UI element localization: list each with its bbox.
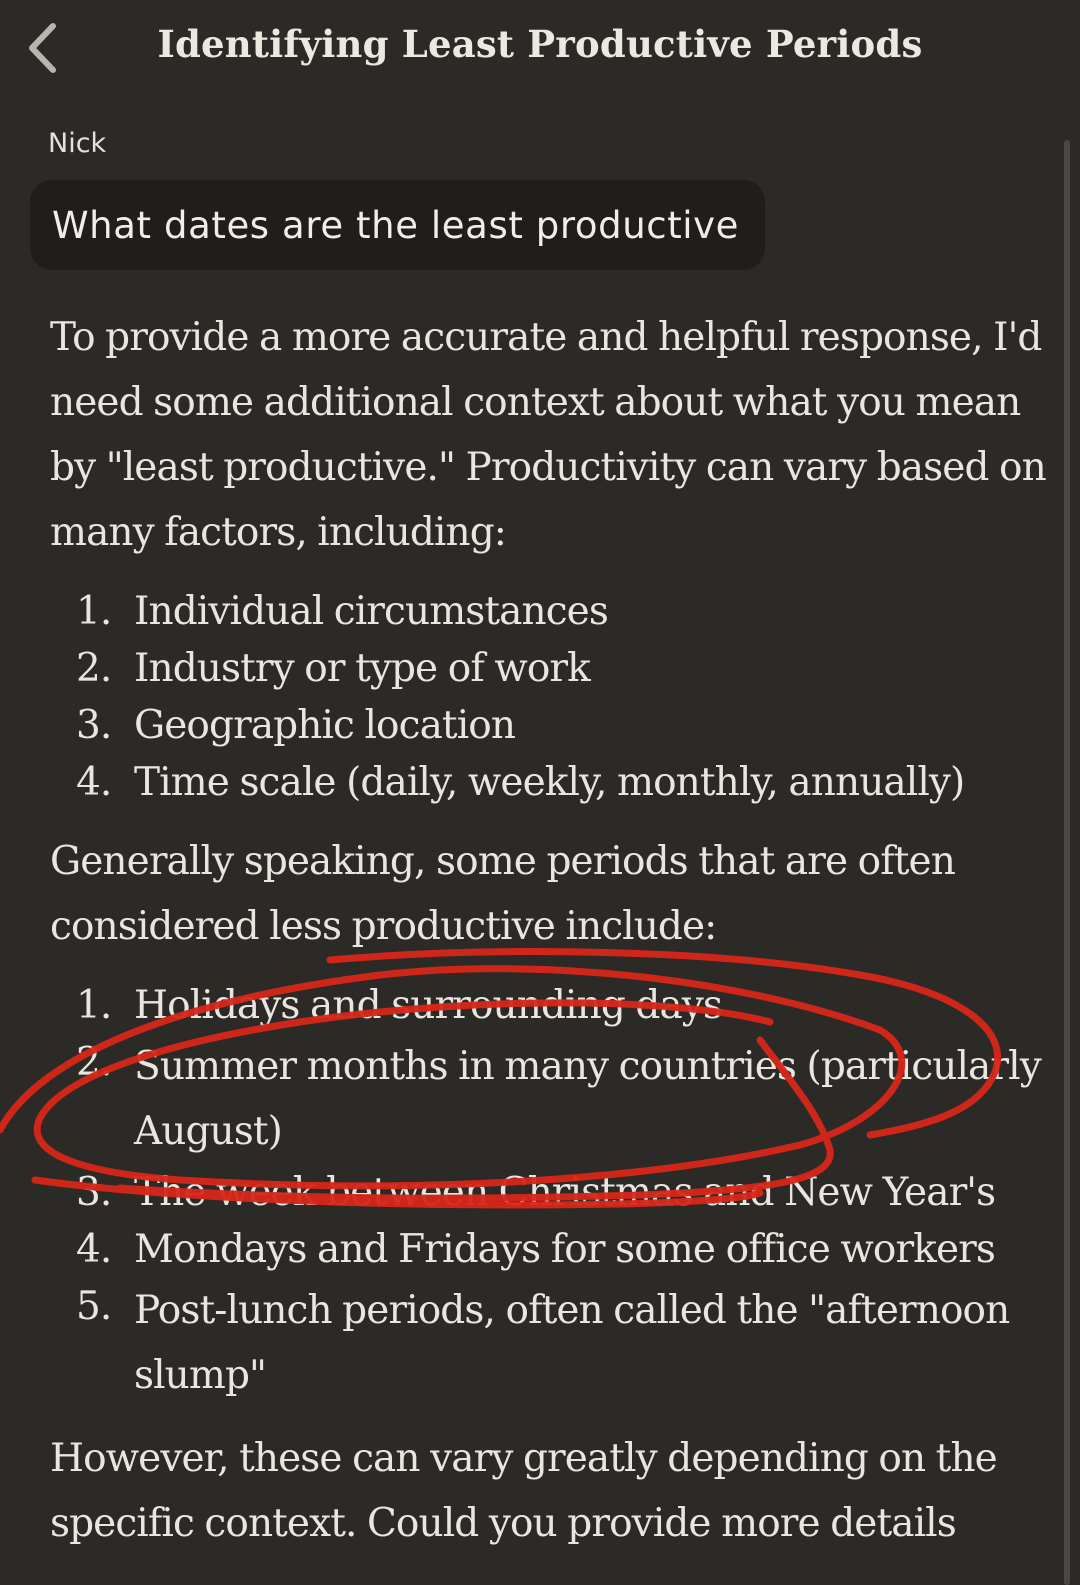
list-item-text: Geographic location: [134, 703, 516, 748]
list-item-text: Post-lunch periods, often called the "afternoon slump": [134, 1288, 1010, 1398]
list-number: 1.: [76, 589, 112, 634]
list-number: 3.: [76, 1170, 112, 1215]
list-item: [50, 1278, 1050, 1408]
scrollbar-thumb[interactable]: [1064, 140, 1070, 1585]
sender-name: Nick: [48, 128, 107, 159]
list-number: 2.: [76, 646, 112, 691]
list-number: 5.: [76, 1284, 112, 1329]
user-message-text: What dates are the least productive: [52, 203, 740, 247]
list-number: 3.: [76, 703, 112, 748]
list-number: 2.: [76, 1040, 112, 1085]
response-intro: To provide a more accurate and helpful response, I'd need some additional context about what you mean by "least productive." Productivity can vary based on many factors, including:: [50, 315, 1046, 555]
list-number: 1.: [76, 983, 112, 1028]
list-item-text: Holidays and surrounding days: [134, 983, 723, 1028]
list-item-text: Mondays and Fridays for some office workers: [134, 1227, 995, 1272]
assistant-response: [50, 305, 1050, 1556]
list-item-text: The week between Christmas and New Year's: [134, 1170, 996, 1215]
list-item-text: Industry or type of work: [134, 646, 590, 691]
list-item-text: Individual circumstances: [134, 589, 608, 634]
list-item: [50, 754, 1050, 811]
list-item-text: Time scale (daily, weekly, monthly, annually): [134, 760, 965, 805]
list-number: 4.: [76, 760, 112, 805]
list-item: [50, 1164, 1050, 1221]
response-general: Generally speaking, some periods that are often considered less productive include:: [50, 839, 955, 949]
list-item: [50, 640, 1050, 697]
list-item: [50, 697, 1050, 754]
response-closing: However, these can vary greatly depending on the specific context. Could you provide more details: [50, 1436, 997, 1546]
user-message-bubble: [30, 180, 765, 270]
list-item-text: Summer months in many countries (particularly August): [134, 1044, 1041, 1154]
factors-list: [50, 583, 1050, 811]
list-item: [50, 977, 1050, 1034]
list-number: 4.: [76, 1227, 112, 1272]
conversation-title: Identifying Least Productive Periods: [157, 22, 923, 66]
scrollbar[interactable]: [1064, 140, 1070, 1585]
list-item: [50, 1221, 1050, 1278]
list-item: [50, 583, 1050, 640]
list-item: [50, 1034, 1050, 1164]
periods-list: [50, 977, 1050, 1408]
top-bar: [0, 0, 1080, 95]
